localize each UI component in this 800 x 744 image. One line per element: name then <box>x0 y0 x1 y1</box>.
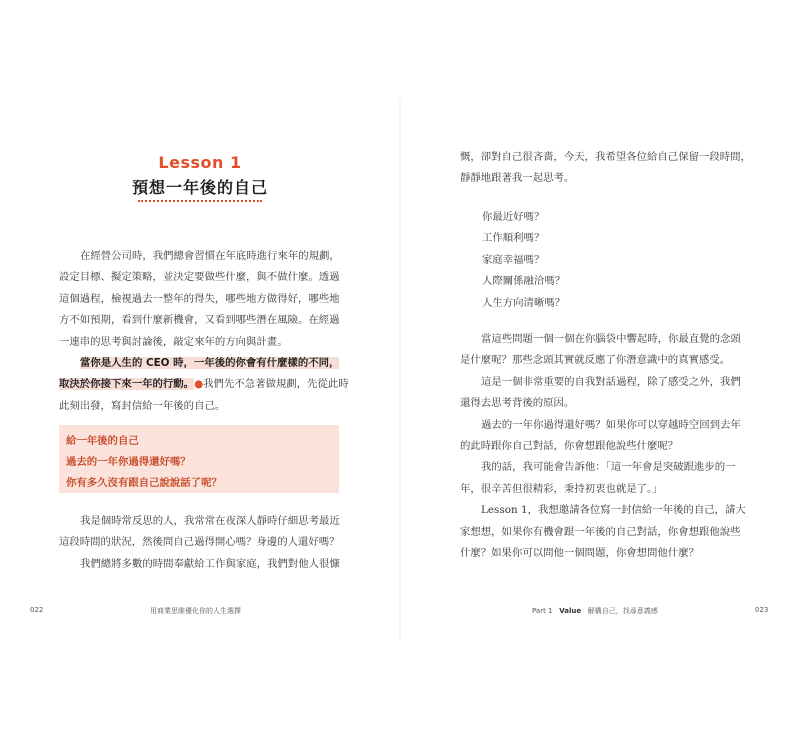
question-item: 家庭幸福嗎？ <box>482 253 545 266</box>
text-line: Lesson 1，我想邀請各位寫一封信給一年後的自己，請大 <box>481 504 746 517</box>
text-line: 此刻出發，寫封信給一年後的自己。 <box>59 399 226 412</box>
chapter-title: 預想一年後的自己 <box>131 178 268 197</box>
text-line: 什麼？如果你可以問他一個問題，你會想問他什麼？ <box>460 547 699 560</box>
text-line: 方不如預期，看到什麼新機會，又看到哪些潛在風險。在經過 <box>59 314 340 327</box>
text-line: 一連串的思考與討論後，敲定來年的方向與計畫。 <box>59 335 288 348</box>
part-label: Part 1 <box>532 607 553 615</box>
question-item: 人際關係融洽嗎？ <box>482 275 566 288</box>
text-line: 的此時跟你自己對話，你會想跟他說些什麼呢？ <box>460 440 679 453</box>
question-item: 你最近好嗎？ <box>482 211 545 223</box>
left-paragraph-1 <box>59 246 349 417</box>
text-line: 當這些問題一個一個在你腦袋中響起時，你最直覺的念頭 <box>481 333 741 345</box>
text-line: 這個過程，檢視過去一整年的得失，哪些地方做得好，哪些地 <box>59 292 340 305</box>
lesson-label: Lesson 1 <box>158 153 242 172</box>
text-line: 我們總將多數的時間奉獻給工作與家庭，我們對他人很慷 <box>80 557 340 570</box>
quote-heading: 給一年後的自己 <box>66 435 139 447</box>
text-line: 這段時間的狀況，然後問自己過得開心嗎？身邊的人還好嗎？ <box>59 536 340 549</box>
text-line: 設定目標、擬定策略，並決定要做些什麼，與不做什麼。透過 <box>59 271 340 284</box>
text-line: 我的話，我可能會告訴他：「這一年會是突破跟進步的一 <box>481 461 736 474</box>
text-line: 年，很辛苦但很精彩，秉持初衷也就是了。」 <box>460 482 663 495</box>
part-value: Value <box>559 607 582 615</box>
highlight-text: 取決於你接下來一年的行動。 <box>59 378 195 391</box>
text-line: 過去的一年你過得還好嗎？如果你可以穿越時空回到去年 <box>481 418 741 431</box>
text-line: 在經營公司時，我們總會習慣在年底時進行來年的規劃， <box>80 250 340 262</box>
running-header-left: 用商業思維優化你的人生選擇 <box>150 607 241 615</box>
question-item: 工作順利嗎？ <box>482 232 545 245</box>
part-subtitle: 解構自己，找尋意義感 <box>587 607 658 615</box>
text-line: 家想想，如果你有機會跟一年後的自己對話，你會想跟他說些 <box>460 525 741 538</box>
running-header-right <box>532 606 658 616</box>
highlight-line <box>59 374 349 395</box>
right-paragraph-1 <box>460 147 751 190</box>
text-fragment: 我們先不急著做規劃，先從此時 <box>203 378 349 391</box>
question-list <box>482 207 565 314</box>
right-paragraph-2 <box>460 329 746 564</box>
left-paragraph-3 <box>59 511 340 575</box>
right-page <box>400 0 800 744</box>
text-line: 還得去思考背後的原因。 <box>460 397 575 410</box>
text-line: 我是個時常反思的人，我常常在夜深人靜時仔細思考最近 <box>80 515 340 527</box>
quote-line: 過去的一年你過得還好嗎？ <box>66 456 191 468</box>
question-item: 人生方向清晰嗎？ <box>482 296 566 309</box>
page-number-right: 023 <box>755 606 769 614</box>
highlight-line <box>59 353 349 374</box>
highlight-text: 當你是人生的 CEO 時，一年後的你會有什麼樣的不同， <box>80 357 340 370</box>
text-line: 是什麼呢？那些念頭其實就反應了你潛意識中的真實感受。 <box>460 354 731 367</box>
title-dotted-divider <box>138 200 262 202</box>
quote-line: 你有多久沒有跟自己說說話了呢？ <box>66 477 222 489</box>
bullet-dot-icon: ● <box>194 378 204 391</box>
text-line: 這是一個非常重要的自我對話過程，除了感受之外，我們 <box>481 375 741 388</box>
page-number-left: 022 <box>30 606 44 614</box>
text-line: 靜靜地跟著我一起思考。 <box>460 172 575 185</box>
text-line: 慨，卻對自己很吝嗇，今天，我希望各位給自己保留一段時間， <box>460 151 751 163</box>
